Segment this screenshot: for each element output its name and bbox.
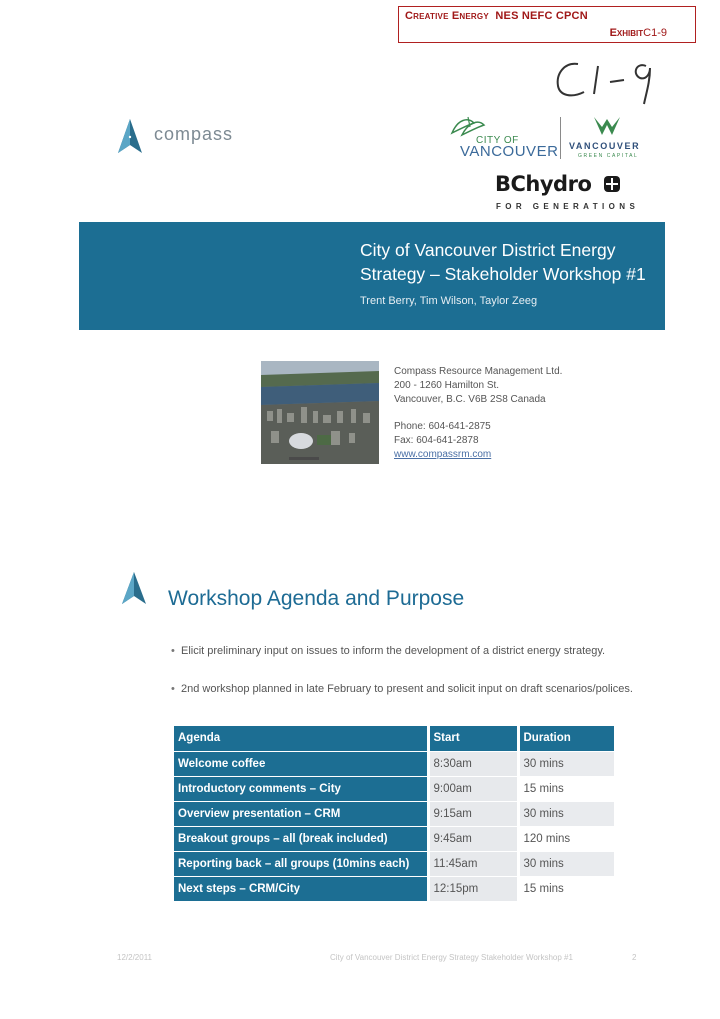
bullet-item <box>171 683 633 695</box>
duration: 30 mins <box>518 851 614 876</box>
agenda-item: Next steps – CRM/City <box>174 876 428 901</box>
start-time: 9:00am <box>428 776 518 801</box>
contact-address-1: 200 - 1260 Hamilton St. <box>394 380 500 391</box>
exhibit-case: NES NEFC CPCN <box>495 10 588 22</box>
presentation-title-line-2: Strategy – Stakeholder Workshop #1 <box>360 264 646 284</box>
bchydro-wordmark: BChydro <box>495 172 592 196</box>
bullet-text: Elicit preliminary input on issues to inform the development of a district energy strategy. <box>181 645 606 657</box>
duration: 30 mins <box>518 801 614 826</box>
contact-fax: Fax: 604-641-2878 <box>394 435 479 446</box>
bchydro-tagline: FOR GENERATIONS <box>496 202 640 211</box>
footer-date: 12/2/2011 <box>117 953 152 962</box>
agenda-item: Breakout groups – all (break included) <box>174 826 428 851</box>
exhibit-label: Exhibit <box>609 27 644 39</box>
city-of-label: CITY OF <box>476 135 519 146</box>
green-capital-vancouver-label: VANCOUVER <box>569 141 641 151</box>
start-time: 12:15pm <box>428 876 518 901</box>
duration: 15 mins <box>518 776 614 801</box>
table-row <box>174 751 614 776</box>
presentation-title-line-1: City of Vancouver District Energy <box>360 240 616 260</box>
header-duration: Duration <box>518 726 614 751</box>
vancouver-aerial-photo <box>261 361 379 464</box>
header-start: Start <box>428 726 518 751</box>
header-agenda: Agenda <box>174 726 428 751</box>
table-header-row <box>174 726 614 751</box>
exhibit-number-line <box>610 27 667 39</box>
bullet-dot: • <box>171 645 175 657</box>
compass-logo-icon-small <box>118 570 154 610</box>
start-time: 9:45am <box>428 826 518 851</box>
footer-title: City of Vancouver District Energy Strategy Stakeholder Workshop #1 <box>330 953 573 962</box>
presentation-authors: Trent Berry, Tim Wilson, Taylor Zeeg <box>360 295 538 307</box>
table-row <box>174 801 614 826</box>
green-capital-leaf-icon <box>592 115 622 139</box>
agenda-item: Reporting back – all groups (10mins each) <box>174 851 428 876</box>
vancouver-label: VANCOUVER <box>460 143 559 160</box>
table-row <box>174 776 614 801</box>
bchydro-symbol-icon <box>604 176 620 192</box>
logo-divider <box>560 117 561 159</box>
table-row <box>174 826 614 851</box>
title-banner <box>79 222 665 330</box>
contact-address-2: Vancouver, B.C. V6B 2S8 Canada <box>394 394 546 405</box>
agenda-table <box>174 726 614 902</box>
compass-wordmark: compass <box>154 124 234 144</box>
contact-website-link[interactable]: www.compassrm.com <box>394 449 492 460</box>
start-time: 8:30am <box>428 751 518 776</box>
footer-page-number: 2 <box>632 953 637 962</box>
exhibit-stamp <box>398 6 696 43</box>
bullet-dot: • <box>171 683 175 695</box>
agenda-heading: Workshop Agenda and Purpose <box>168 587 465 610</box>
exhibit-case-line <box>405 10 588 22</box>
handwritten-exhibit-mark <box>550 52 660 107</box>
agenda-item: Welcome coffee <box>174 751 428 776</box>
contact-website-row <box>394 449 491 460</box>
exhibit-org: Creative Energy <box>405 10 489 22</box>
duration: 15 mins <box>518 876 614 901</box>
agenda-item: Overview presentation – CRM <box>174 801 428 826</box>
duration: 30 mins <box>518 751 614 776</box>
contact-company: Compass Resource Management Ltd. <box>394 366 563 377</box>
bullet-item <box>171 645 605 657</box>
start-time: 9:15am <box>428 801 518 826</box>
table-row <box>174 851 614 876</box>
green-capital-tagline: GREEN CAPITAL <box>578 153 639 159</box>
agenda-item: Introductory comments – City <box>174 776 428 801</box>
contact-phone: Phone: 604-641-2875 <box>394 421 491 432</box>
table-row <box>174 876 614 901</box>
compass-logo-icon <box>112 117 148 157</box>
exhibit-number: C1-9 <box>643 27 667 39</box>
duration: 120 mins <box>518 826 614 851</box>
start-time: 11:45am <box>428 851 518 876</box>
bullet-text: 2nd workshop planned in late February to present and solicit input on draft scenarios/polices. <box>181 683 633 695</box>
